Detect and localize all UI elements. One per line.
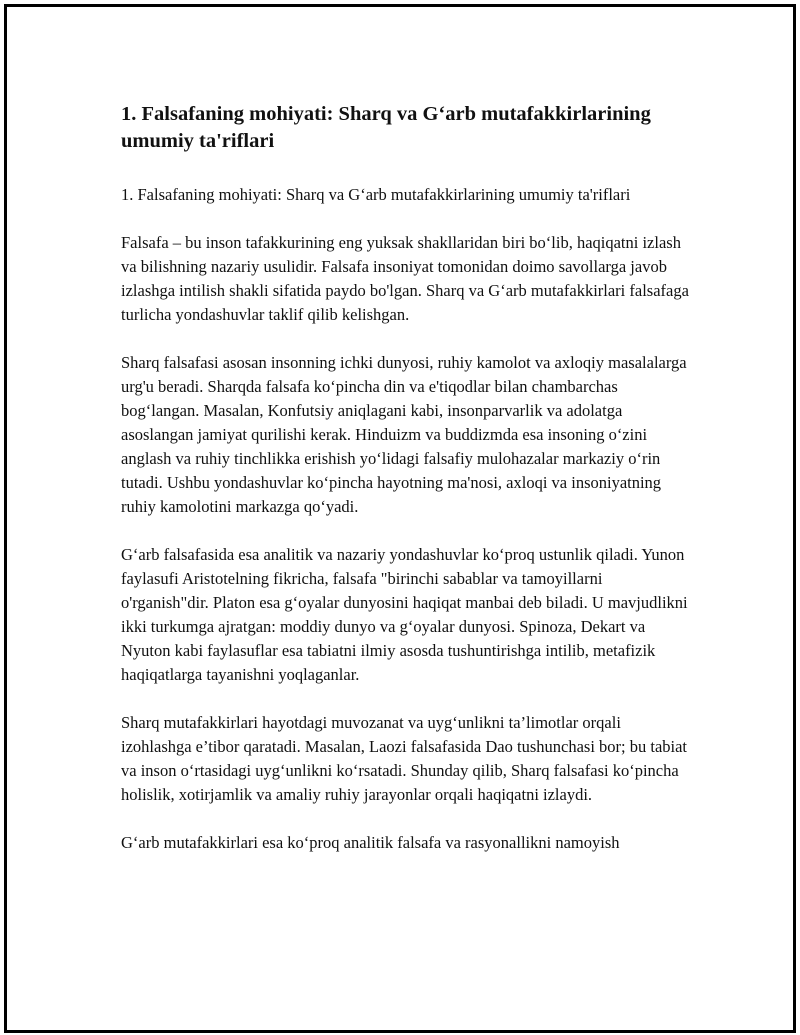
document-title: 1. Falsafaning mohiyati: Sharq va G‘arb mutafakkirlarining umumiy ta'riflari [121, 103, 651, 152]
paragraph-eastern-philosophy: Sharq falsafasi asosan insonning ichki dunyosi, ruhiy kamolot va axloqiy masalalarga urg'u beradi. Sharqda falsafa ko‘pincha din va e'tiqodlar bilan chambarchas bog‘langan. Masalan, Konfutsiy aniqlagani kabi, insonparvarlik va adolatga asoslangan jamiyat qurilishi kerak. Hinduizm va buddizmda esa insoning o‘zini anglash va ruhiy tinchlikka erishish yo‘lidagi falsafiy mulohazalar markaziy o‘rin tutadi. Ushbu yondashuvlar ko‘pincha hayotning ma'nosi, axloqi va insoniyatning ruhiy kamolotini markazga qo‘yadi. [121, 353, 687, 516]
paragraph-eastern-thinkers: Sharq mutafakkirlari hayotdagi muvozanat va uyg‘unlikni ta’limotlar orqali izohlashga e’tibor qaratadi. Masalan, Laozi falsafasida Dao tushunchasi bor; bu tabiat va inson o‘rtasidagi uyg‘unlikni ko‘rsatadi. Shunday qilib, Sharq falsafasi ko‘pincha holislik, xotirjamlik va amaliy ruhiy jarayonlar orqali haqiqatni izlaydi. [121, 713, 688, 804]
paragraph-definition: Falsafa – bu inson tafakkurining eng yuksak shakllaridan biri bo‘lib, haqiqatni izlash va bilishning nazariy usulidir. Falsafa insoniyat tomonidan doimo savollarga javob izlashga intilish shakli sifatida paydo bo'lgan. Sharq va G‘arb mutafakkirlari falsafaga turlicha yondashuvlar taklif qilib kelishgan. [121, 233, 689, 324]
paragraph-western-philosophy: G‘arb falsafasida esa analitik va nazariy yondashuvlar ko‘proq ustunlik qiladi. Yunon faylasufi Aristotelning fikricha, falsafa "birinchi sabablar va tamoyillarni o'rganish"dir. Platon esa g‘oyalar dunyosini haqiqat manbai deb biladi. U mavjudlikni ikki turkumga ajratgan: moddiy dunyo va g‘oyalar dunyosi. Spinoza, Dekart va Nyuton kabi faylasuflar esa tabiatni ilmiy asosda tushuntirishga intilib, metafizik haqiqatlarga tayanishni yoqlaganlar. [121, 545, 688, 684]
document-body [121, 101, 693, 879]
page-frame [4, 4, 796, 1033]
paragraph-heading-repeat: 1. Falsafaning mohiyati: Sharq va G‘arb mutafakkirlarining umumiy ta'riflari [121, 185, 631, 204]
paragraph-western-thinkers: G‘arb mutafakkirlari esa ko‘proq analitik falsafa va rasyonallikni namoyish [121, 833, 620, 852]
